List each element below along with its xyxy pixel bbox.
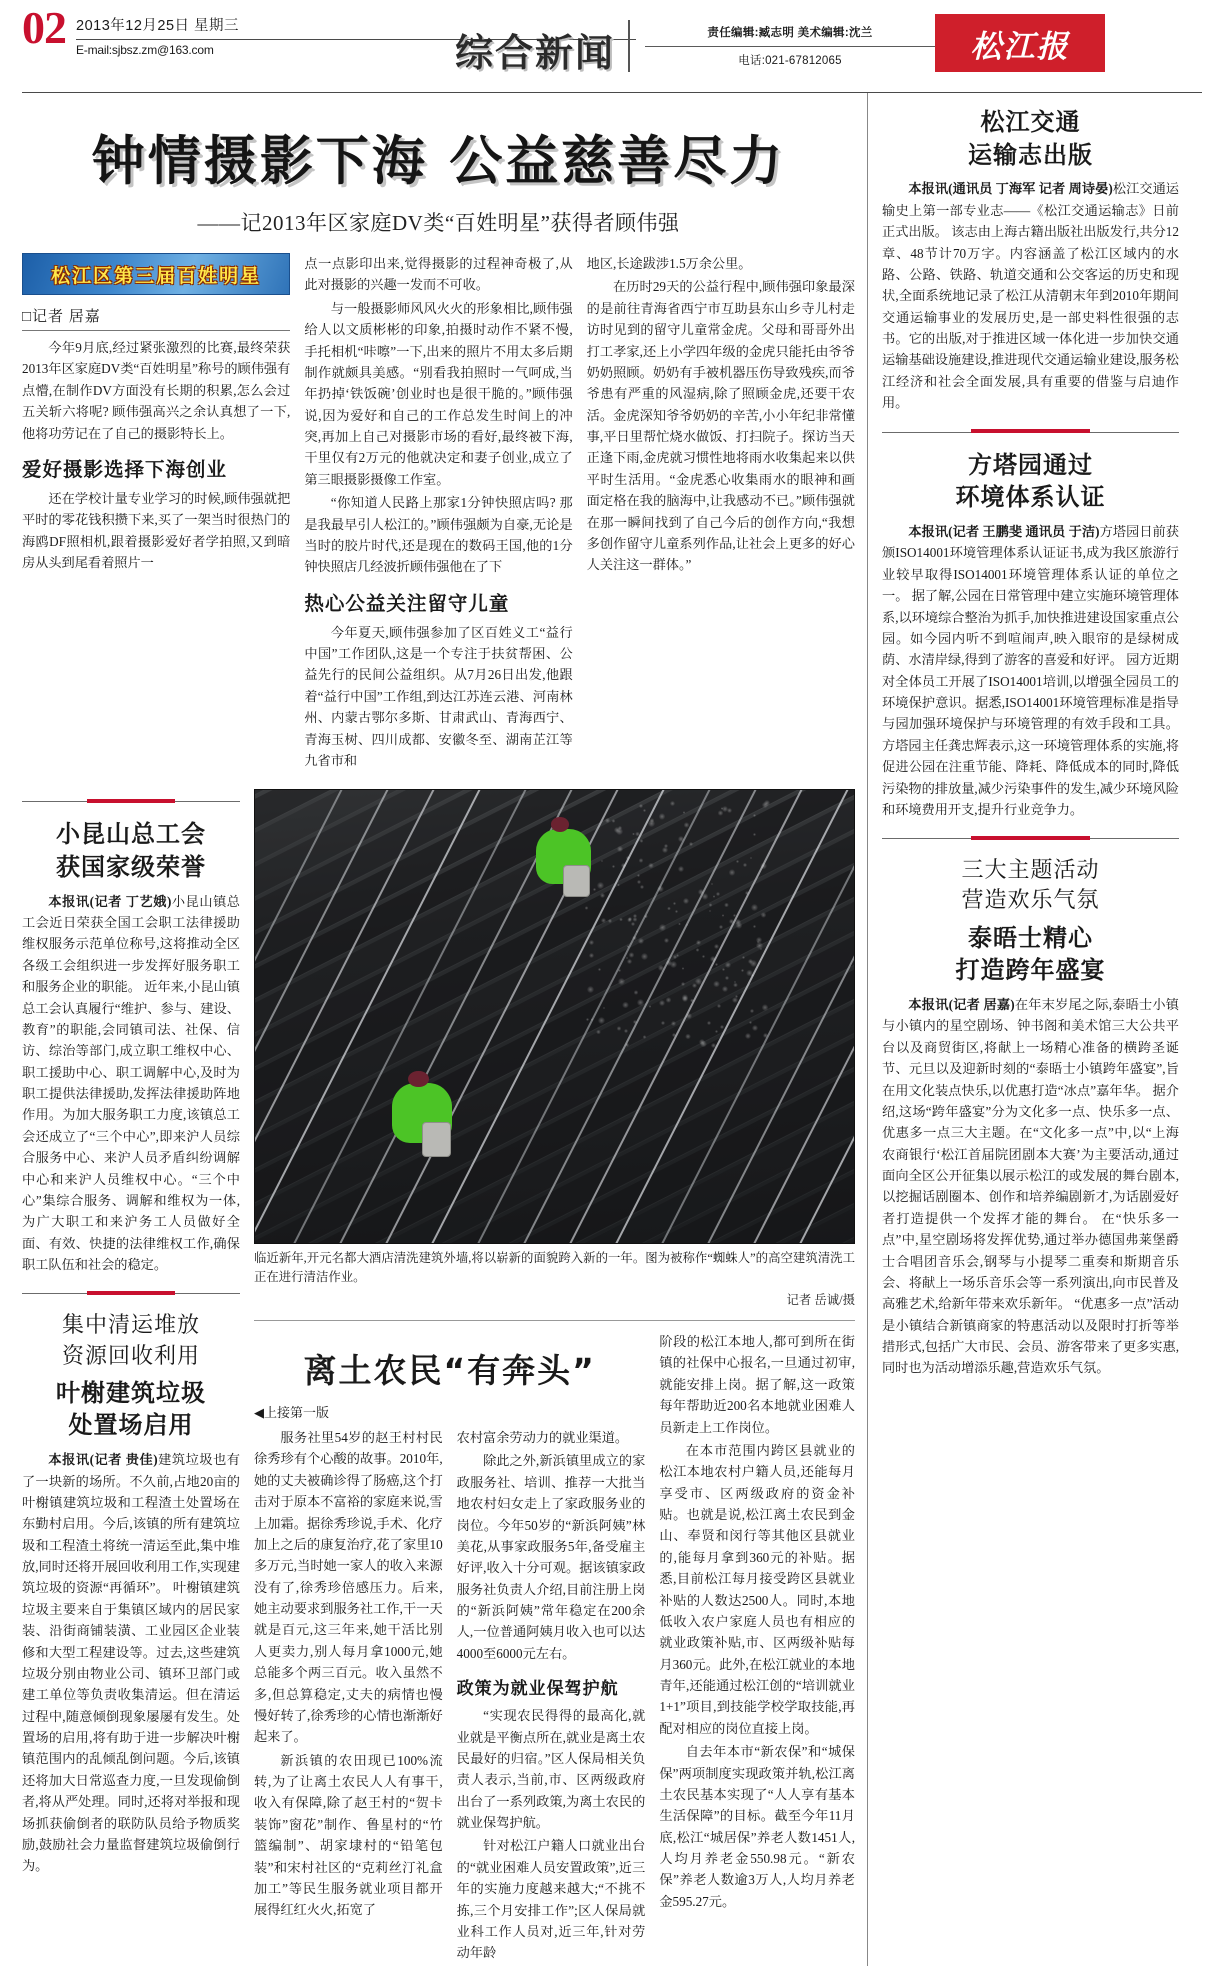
bottom-story-left bbox=[254, 1331, 645, 1966]
water-spray bbox=[644, 915, 648, 919]
byline: □记者 居嘉 bbox=[22, 309, 101, 325]
water-spray bbox=[657, 886, 664, 893]
water-spray bbox=[617, 1026, 621, 1030]
water-spray bbox=[686, 924, 688, 926]
water-spray bbox=[618, 978, 625, 985]
right-headline-line: 松江交通 bbox=[980, 107, 1081, 136]
series-banner-label: 松江区第三届百姓明星 bbox=[51, 264, 262, 287]
editors-line: 责任编辑:臧志明 美术编辑:沈兰 bbox=[707, 27, 873, 39]
body-text: 方塔园日前获颁ISO14001环境管理体系认证证书,成为我区旅游行业较早取得ISO14001环境管理体系认证的单位之一。 据了解,公园在日常管理中建立实施环境管理体系,以环境综合整治为抓手,加快推进建设国家重点公园。如今园内听不到喧闹声,映入眼帘的是绿树成荫、水清岸绿,得到了游客的喜爱和好评。 园方近期对全体员工开展了ISO14001培训,以增强全园员工的环境保护意识。据悉,ISO14001环境管理标准是指导与园加强环境保护与环境管理的有效手段和工具。 方塔园主任龚忠辉表示,这一环境管理体系的实施,将促进公园在注重节能、降耗、降低成本的同时,降低污染物的排放量,减少污染事件的发生,减少环境风险和环境费用开支,提升行业竞争力。 bbox=[882, 524, 1179, 817]
water-spray bbox=[614, 827, 620, 833]
email-address: E-mail:sjbsz.zm@163.com bbox=[76, 43, 214, 57]
sidebar-kicker-line: 资源回收利用 bbox=[61, 1342, 200, 1368]
water-spray bbox=[750, 1009, 754, 1013]
right-kicker-line: 营造欢乐气氛 bbox=[961, 887, 1100, 913]
paragraph: 新浜镇的农田现已100%流转,为了让离土农民人人有事干,收入有保障,除了赵王村的“贺卡装饰”窗花”制作、鲁星村的“竹篮编制”、胡家埭村的“铅笔包装”和宋村社区的“克莉丝汀礼盒加工”等民生服务就业项目都开展得红红火火,拓宽了 bbox=[254, 1752, 443, 1918]
water-spray bbox=[753, 814, 755, 816]
water-spray bbox=[762, 802, 767, 807]
section-divider bbox=[882, 426, 1179, 440]
paragraph: 在历时29天的公益行程中,顾伟强印象最深的是前往青海省西宁市互助县东山乡寺儿村走访时见到的留守儿童常金虎。父母和哥哥外出打工孝家,还上小学四年级的金虎只能托由爷爷奶奶照顾。奶奶有手被机器压伤导致残疾,而爷爷患有严重的风湿病,除了照顾金虎,还要干农活。金虎深知爷爷奶奶的辛苦,小小年纪非常懂事,平日里帮忙烧水做饭、打扫院子。探访当天正逢下雨,金虎就习惯性地将雨水收集起来以供平时生活用。“金虎悉心收集雨水的眼神和画面定格在我的脑海中,让我感动不已。”顾伟强就在那一瞬间找到了自己今后的创作方向,“我想多创作留守儿童系列作品,让社会上更多的好心人关注这一群体。” bbox=[586, 279, 855, 573]
water-spray bbox=[667, 907, 671, 911]
water-spray bbox=[585, 906, 588, 909]
water-spray bbox=[612, 865, 615, 868]
paragraph: “你知道人民路上那家1分钟快照店吗? 那是我最早引人松江的。”顾伟强颇为自豪,无论是当时的胶片时代,还是现在的数码王国,他的1分钟快照店几经波折顾伟强他在了下 bbox=[304, 495, 573, 575]
photo-wrap bbox=[254, 789, 855, 1307]
paragraph: 与一般摄影师风风火火的形象相比,顾伟强给人以文质彬彬的印象,拍摄时动作不紧不慢,手托相机“咔嚓”一下,出来的照片不用太多后期制作就颇具美感。“别看我拍照时一气呵成,当年扔掉‘铁饭碗’创业时也是很干脆的。”顾伟强说,因为爱好和自己的工作总发生时间上的冲突,再加上自己对摄影市场的看好,最终被下海,干里仅有2万元的他就决定和妻子创业,成立了第三眼摄影摄像工作室。 bbox=[304, 300, 573, 487]
right-story-fangta bbox=[882, 450, 1179, 821]
series-banner bbox=[22, 253, 290, 295]
main-subheadline: ——记2013年区家庭DV类“百姓明星”获得者顾伟强 bbox=[197, 211, 680, 235]
worker-helmet bbox=[408, 1071, 428, 1087]
water-spray bbox=[678, 866, 684, 872]
paragraph: 在本市范围内跨区县就业的松江本地农村户籍人员,还能每月享受市、区两级政府的资金补贴。也就是说,松江离土农民到金山、奉贤和闵行等其他区县就业的,能每月拿到360元的补贴。据悉,目前松江每月接受跨区县就业补贴的人数达2500人。同时,本地低收入农户家庭人员也有相应的就业政策补贴,市、区两级补贴每月360元。此外,在松江就业的本地青年,还能通过松江创的“培训就业1+1”项目,到技能学校学取技能,再配对相应的岗位直接上岗。 bbox=[659, 1442, 855, 1736]
right-headline-line: 运输志出版 bbox=[968, 139, 1093, 169]
paragraph: 阶段的松江本地人,都可到所在街镇的社保中心报名,一旦通过初审,就能安排上岗。据了解,这一政策每年帮助近200名本地就业困难人员新走上工作岗位。 bbox=[659, 1334, 855, 1435]
water-spray bbox=[619, 918, 623, 922]
page-number: 02 bbox=[22, 2, 66, 53]
water-spray bbox=[617, 846, 622, 851]
lede: 本报讯(通讯员 丁海军 记者 周诗晏) bbox=[908, 181, 1113, 197]
rope-access-worker bbox=[387, 1071, 468, 1166]
paragraph: 还在学校计量专业学习的时候,顾伟强就把平时的零花钱积攒下来,买了一架当时很热门的海鸥DF照相机,跟着摄影爱好者学拍照,又到暗房从头到尾看着照片一 bbox=[22, 490, 291, 570]
main-subsection-title-2: 热心公益关注留守儿童 bbox=[304, 591, 510, 615]
water-spray bbox=[673, 955, 677, 959]
bottom-column-1 bbox=[254, 1427, 443, 1966]
paragraph: “实现农民得得的最高化,就业就是平衡点所在,就业是离土农民最好的归宿。”区人保局相关负责人表示,当前,市、区两级政府出台了一系列政策,为离土农民的就业保驾护航。 bbox=[456, 1708, 646, 1831]
water-spray bbox=[763, 1033, 768, 1038]
water-spray bbox=[627, 959, 631, 963]
lede: 本报讯(记者 居嘉) bbox=[908, 997, 1015, 1012]
water-spray bbox=[662, 847, 668, 853]
section-divider bbox=[882, 832, 1179, 846]
water-spray bbox=[736, 922, 742, 928]
water-spray bbox=[637, 999, 644, 1006]
water-spray bbox=[713, 895, 715, 897]
right-body bbox=[882, 994, 1179, 1379]
right-story-transport bbox=[882, 107, 1179, 414]
water-spray bbox=[670, 961, 677, 968]
water-spray bbox=[643, 1035, 646, 1038]
paragraph: 自去年本市“新农保”和“城保保”两项制度实现政策并轨,松江离土农民基本实现了“人人享有基本生活保障”的目标。截至今年11月底,松江“城居保”养老人数1451人,人均月养老金550.98元。“新农保”养老人数逾3万人,人均月养老金595.27元。 bbox=[659, 1744, 855, 1909]
water-spray bbox=[753, 925, 756, 928]
water-spray bbox=[760, 948, 762, 950]
sidebar-body bbox=[22, 891, 240, 1276]
main-column bbox=[22, 93, 867, 1966]
water-spray bbox=[709, 903, 713, 907]
water-spray bbox=[686, 1013, 692, 1019]
paragraph: 点一点影印出来,觉得摄影的过程神奇极了,从此对摄影的兴趣一发而不可收。 bbox=[304, 256, 573, 293]
page-content bbox=[0, 93, 1224, 1966]
body-text: 小昆山镇总工会近日荣获全国工会职工法律援助维权服务示范单位称号,这将推动全区各级工会组织进一步发挥好服务职工和服务企业的职能。 近年来,小昆山镇总工会认真履行“维护、参与、建设、教育”的职能,会同镇司法、社保、信访、综治等部门,成立职工维权中心、职工援助中心、职工调解中心,及时为职工提供法律援助,发挥法律援助阵地作用。为加大服务职工力度,该镇总工会还成立了“三个中心”,即来沪人员综合服务中心、来沪人员矛盾纠纷调解中心和来沪人员维权中心。“三个中心”集综合服务、调解和维权为一体,为广大职工和来沪务工人员做好全面、有效、快捷的法律维权工作,确保职工队伍和社会的稳定。 bbox=[22, 893, 240, 1273]
worker-bucket bbox=[422, 1122, 451, 1156]
water-spray bbox=[760, 863, 766, 869]
water-spray bbox=[617, 884, 620, 887]
right-body bbox=[882, 178, 1179, 413]
main-subsection-title-1: 爱好摄影选择下海创业 bbox=[22, 457, 228, 481]
right-headline-line: 方塔园通过 bbox=[968, 449, 1093, 479]
paragraph: 服务社里54岁的赵王村村民徐秀珍有个心酸的故事。2010年,她的丈夫被确诊得了肠癌,这个打击对于原本不富裕的家庭来说,雪上加霜。据徐秀珍说,手术、化疗加上之后的康复治疗,花了家里10多万元,当时她一家人的收入来源没有了,徐秀珍倍感压力。后来,她主动要求到服务社工作,干一天就是百元,这三年来,她干活比别人更卖力,别人每月拿1000元,她总能多个两三百元。收入虽然不多,但总算稳定,丈夫的病情也慢慢好转了,徐秀珍的心情也渐渐好起来了。 bbox=[254, 1430, 443, 1745]
section-title: 综合新闻 bbox=[455, 30, 616, 75]
water-spray bbox=[659, 813, 665, 819]
right-kicker-line: 三大主题活动 bbox=[961, 857, 1100, 883]
sidebar-kicker-line: 集中清运堆放 bbox=[61, 1312, 200, 1338]
right-headline-line: 泰晤士精心 bbox=[968, 922, 1093, 952]
lead-column-1 bbox=[22, 253, 290, 773]
water-spray bbox=[729, 919, 734, 924]
sidebar-headline-line: 小昆山总工会 bbox=[56, 819, 206, 849]
water-spray bbox=[627, 945, 630, 948]
byline-rule bbox=[22, 330, 290, 331]
water-spray bbox=[724, 903, 728, 907]
water-spray bbox=[612, 819, 616, 823]
water-spray bbox=[733, 983, 737, 987]
masthead bbox=[0, 0, 1224, 92]
lede: 本报讯(记者 丁艺娥) bbox=[48, 893, 172, 909]
water-spray bbox=[684, 822, 690, 828]
sidebar-headline-line: 叶榭建筑垃圾 bbox=[56, 1377, 206, 1407]
water-spray bbox=[640, 839, 643, 842]
bottom-subsection-title: 政策为就业保驾护航 bbox=[456, 1679, 619, 1700]
water-spray bbox=[690, 999, 693, 1002]
water-spray bbox=[761, 912, 767, 918]
water-spray bbox=[673, 902, 676, 905]
paragraph: 农村富余劳动力的就业渠道。 bbox=[456, 1430, 629, 1446]
rope-access-worker bbox=[531, 817, 606, 905]
water-spray bbox=[743, 863, 747, 867]
editor-block bbox=[645, 24, 935, 68]
bottom-story-rule bbox=[254, 1320, 855, 1321]
water-spray bbox=[626, 856, 629, 859]
water-spray bbox=[736, 860, 739, 863]
publication-date: 2013年12月25日 星期三 bbox=[76, 18, 240, 34]
right-rail bbox=[867, 93, 1179, 1966]
masthead-vertical-divider bbox=[628, 20, 630, 72]
right-story-thames bbox=[882, 856, 1179, 1379]
bottom-story bbox=[254, 1331, 855, 1966]
water-spray bbox=[671, 1021, 676, 1026]
water-spray bbox=[598, 968, 601, 971]
bottom-headline: 离土农民“有奔头” bbox=[303, 1351, 596, 1391]
paragraph: 地区,长途跋涉1.5万余公里。 bbox=[586, 256, 752, 271]
water-spray bbox=[664, 938, 669, 943]
paragraph: 针对松江户籍人口就业出台的“就业困难人员安置政策”,近三年的实施力度越来越大;“不挑不拣,三个月安排工作”;区人保局就业科工作人员对,近三年,针对劳动年龄 bbox=[456, 1838, 646, 1961]
lead-column-3 bbox=[587, 253, 855, 773]
water-spray bbox=[722, 986, 728, 992]
bottom-story-columns bbox=[254, 1427, 645, 1966]
water-spray bbox=[639, 804, 643, 808]
water-spray bbox=[751, 904, 758, 911]
lead-block bbox=[22, 253, 855, 773]
sidebar-headline-line: 获国家级荣誉 bbox=[56, 851, 206, 881]
water-spray bbox=[589, 940, 594, 945]
photo-block bbox=[254, 783, 855, 1965]
water-spray bbox=[702, 955, 705, 958]
water-spray bbox=[649, 1005, 652, 1008]
water-spray bbox=[632, 936, 636, 940]
water-spray bbox=[717, 1004, 721, 1008]
water-spray bbox=[627, 918, 631, 922]
water-spray bbox=[637, 874, 640, 877]
body-text: 松江交通运输史上第一部专业志——《松江交通运输志》日前正式出版。 该志由上海古籍出版社出版发行,共分12章、48节计70万字。内容涵盖了松江区域内的水路、公路、铁路、轨道交通和公交客运的历史和现状,全面系统地记录了松江从清朝末年到2010年期间交通运输事业的发展历史,是一部史料性很强的志书。它的出版,对于推进区域一体化进一步加快交通运输基础设施建设,推进现代交通运输业建设,服务松江经济和社会全面发展,具有重要的借鉴与启迪作用。 bbox=[882, 181, 1179, 411]
water-spray bbox=[722, 914, 724, 916]
water-spray bbox=[601, 918, 606, 923]
section-divider bbox=[22, 795, 240, 809]
water-spray bbox=[622, 1002, 628, 1008]
water-spray bbox=[725, 976, 729, 980]
worker-bucket bbox=[563, 865, 590, 897]
lead-column-2 bbox=[304, 253, 572, 773]
phone-number: 电话:021-67812065 bbox=[738, 55, 842, 67]
lede: 本报讯(记者 王鹏斐 通讯员 于洁) bbox=[908, 524, 1100, 539]
sidebar-story-xiaokunshan bbox=[22, 819, 240, 1275]
water-spray bbox=[678, 836, 684, 842]
right-headline-line: 环境体系认证 bbox=[955, 482, 1106, 512]
water-spray bbox=[698, 889, 704, 895]
paper-logo: 松江报 bbox=[935, 14, 1105, 72]
water-spray bbox=[681, 982, 686, 987]
water-spray bbox=[625, 1043, 629, 1047]
photo-caption: 临近新年,开元名都大酒店清洗建筑外墙,将以崭新的面貌跨入新的一年。图为被称作“蜘蛛人”的高空建筑清洗工正在进行清洁作业。 bbox=[254, 1251, 855, 1285]
water-spray bbox=[675, 910, 678, 913]
sidebar-headline-line: 处置场启用 bbox=[68, 1410, 194, 1440]
water-spray bbox=[716, 892, 720, 896]
water-spray bbox=[598, 1017, 605, 1024]
water-spray bbox=[643, 809, 646, 812]
water-spray bbox=[591, 1018, 593, 1020]
photo-credit: 记者 岳诚/摄 bbox=[786, 1292, 855, 1307]
right-headline-line: 打造跨年盛宴 bbox=[955, 955, 1106, 985]
lede: 本报讯(记者 贵佳) bbox=[48, 1452, 158, 1468]
water-spray bbox=[658, 965, 664, 971]
bottom-column-3 bbox=[659, 1331, 855, 1966]
continued-from: ◀上接第一版 bbox=[254, 1405, 329, 1421]
water-spray bbox=[722, 968, 725, 971]
water-spray bbox=[683, 898, 689, 904]
bottom-column-2 bbox=[457, 1427, 646, 1966]
water-spray bbox=[682, 996, 688, 1002]
body-text: 建筑垃圾也有了一块新的场所。不久前,占地20亩的叶榭镇建筑垃圾和工程渣土处置场在东勤村启用。今后,该镇的所有建筑垃圾和工程渣土将统一清运至此,集中堆放,同时还将开展回收利用工作,实现建筑垃圾的资源“再循环”。 叶榭镇建筑垃圾主要来自于集镇区域内的居民家装、沿街商铺装潢、工业园区企业装修和大型工程建设等。过去,这些建筑垃圾分别由物业公司、镇环卫部门或建工单位等负责收集清运。但在清运过程中,随意倾倒现象屡屡有发生。处置场的启用,将有助于进一步解决叶榭镇范围内的乱倾乱倒问题。今后,该镇还将加大日常巡查力度,一旦发现偷倒者,将从严处理。同时,还将对举报和现场抓获偷倒者的联防队员给予物质奖励,鼓励社会力量监督建筑垃圾偷倒行为。 bbox=[22, 1452, 240, 1874]
water-spray bbox=[750, 857, 752, 859]
water-spray bbox=[650, 818, 654, 822]
water-spray bbox=[596, 1030, 601, 1035]
sidebar-body bbox=[22, 1449, 240, 1877]
water-spray bbox=[626, 957, 628, 959]
water-spray bbox=[751, 974, 754, 977]
water-spray bbox=[732, 997, 738, 1003]
news-photo bbox=[254, 789, 855, 1244]
water-spray bbox=[634, 990, 639, 995]
water-spray bbox=[711, 1043, 715, 1047]
water-spray bbox=[670, 801, 675, 806]
paragraph: 今年夏天,顾伟强参加了区百姓义工“益行中国”工作团队,这是一个专注于扶贫帮困、公益先行的民间公益组织。从7月26日出发,他跟着“益行中国”工作组,到达江苏连云港、河南林州、内蒙古鄂尔多斯、甘肃武山、青海西宁、青海玉树、四川成都、安徽冬至、湖南芷江等九省市和 bbox=[304, 624, 573, 768]
editor-separator bbox=[645, 46, 935, 47]
section-divider bbox=[22, 1287, 240, 1301]
water-spray bbox=[762, 1004, 768, 1010]
body-text: 在年末岁尾之际,泰晤士小镇与小镇内的星空剧场、钟书阁和美术馆三大公共平台以及商贸街区,将献上一场精心准备的横跨圣诞节、元旦以及迎新时刻的“泰晤士小镇跨年盛宴”,旨在用文化装点快乐,以优惠打造“冰点”嘉年华。 据介绍,这场“跨年盛宴”分为文化多一点、快乐多一点、优惠多一点三大主题。在“文化多一点”中,以“上海农商银行‘松江首届院团剧本大赛’为主要活动,通过面向全区公开征集以展示松江的或发展的舞台剧本,以挖掘话剧圈本、创作和培养编剧新才,为话剧爱好者打造提供一个发挥才能的舞台。 在“快乐多一点”中,星空剧场将发挥优势,通过举办德国弗莱堡爵士合唱团音乐会,钢琴与小提琴二重奏和斯期音乐会、将献上一场乐音乐会等一系列演出,向市民普及高雅艺术,给新年带来欢乐新年。 “优惠多一点”活动是小镇结合新镇商家的特惠活动以及限时打折等举措形式,包括广大市民、会员、游客带来了更多实惠,同时也为活动增添乐趣,营造欢乐气氛。 bbox=[882, 997, 1179, 1376]
water-spray bbox=[729, 869, 735, 875]
water-spray bbox=[711, 883, 713, 885]
paragraph: 今年9月底,经过紧张激烈的比赛,最终荣获2013年区家庭DV类“百姓明星”称号的顾伟强有点懵,在制作DV方面没有长期的积累,怎么会过五关斩六将呢? 顾伟强高兴之余认真想了一下,他将功劳记在了自己的摄影特长上。 bbox=[22, 340, 291, 441]
water-spray bbox=[750, 960, 757, 967]
water-spray bbox=[603, 1007, 605, 1009]
water-spray bbox=[713, 981, 720, 988]
main-headline: 钟情摄影下海 公益慈善尽力 bbox=[91, 131, 786, 192]
water-spray bbox=[635, 832, 639, 836]
paragraph: 除此之外,新浜镇里成立的家政服务社、培训、推荐一大批当地农村妇女走上了家政服务业的岗位。今年50岁的“新浜阿姨”林美花,从事家政服务5年,备受雇主好评,收入十分可观。据该镇家政服务社负责人介绍,目前注册上岗的“新浜阿姨”常年稳定在200余人,一位普通阿姨月收入也可以达4000至6000元左右。 bbox=[456, 1453, 646, 1661]
right-body bbox=[882, 521, 1179, 820]
photo-and-sidebar-row bbox=[22, 783, 855, 1965]
water-spray bbox=[689, 842, 693, 846]
water-spray bbox=[666, 997, 671, 1002]
water-spray bbox=[631, 922, 634, 925]
left-sidebar bbox=[22, 783, 240, 1965]
water-spray bbox=[605, 818, 610, 823]
